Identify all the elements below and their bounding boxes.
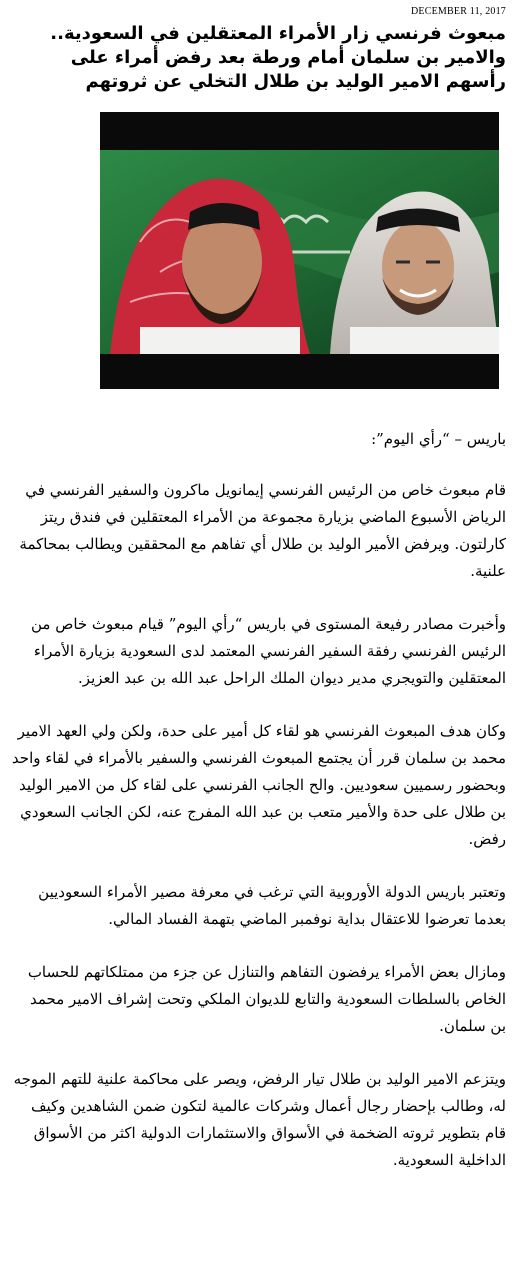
article-headline: مبعوث فرنسي زار الأمراء المعتقلين في السعودية.. والامير بن سلمان أمام ورطة بعد رفض أمراء على رأسهم الامير الوليد بن طلال التخلي عن ثروتهم	[50, 23, 506, 92]
article-body	[10, 426, 506, 1200]
article-date: DECEMBER 11, 2017	[411, 6, 506, 17]
article-photo	[100, 112, 499, 389]
article-paragraph: ويتزعم الامير الوليد بن طلال تيار الرفض، ويصر على محاكمة علنية للتهم الموجه له، وطالب بإحضار رجال أعمال وشركات عالمية لتكون ضمن الشاهدين وكيف قام بتطوير ثروته الضخمة في الأسواق والاستثمارات الدولية اكثر من الأسواق الداخلية السعودية.	[13, 1070, 506, 1169]
article-paragraph: قام مبعوث خاص من الرئيس الفرنسي إيمانويل ماكرون والسفير الفرنسي في الرياض الأسبوع الماضي بزيارة مجموعة من الأمراء المعتقلين في فندق ريتز كارلتون. ويرفض الأمير الوليد بن طلال أي تفاهم مع المحققين ويطالب بمحاكمة علنية.	[19, 481, 506, 580]
article-paragraph: وتعتبر باريس الدولة الأوروبية التي ترغب في معرفة مصير الأمراء السعوديين بعدما تعرضوا للاعتقال بداية نوفمبر الماضي بتهمة الفساد المالي.	[38, 883, 506, 928]
news-photo-icon	[100, 112, 499, 389]
article-byline: باريس – “رأي اليوم”:	[371, 430, 506, 448]
article-paragraph: وكان هدف المبعوث الفرنسي هو لقاء كل أمير على حدة، ولكن ولي العهد الامير محمد بن سلمان قرر أن يجتمع المبعوث الفرنسي والسفير بالأمراء في لقاء واحد وبحضور رسميين سعوديين. والح الجانب الفرنسي على لقاء كل من الامير الوليد بن طلال على حدة والأمير متعب بن عبد الله المفرج عنه، لكن الجانب السعودي رفض.	[11, 722, 506, 848]
article-paragraph: وأخبرت مصادر رفيعة المستوى في باريس “رأي اليوم” قيام مبعوث خاص من الرئيس الفرنسي رفقة السفير الفرنسي المعتمد لدى السعودية بزيارة الأمراء المعتقلين والتويجري مدير ديوان الملك الراحل عبد الله بن عبد العزيز.	[30, 615, 506, 687]
article-paragraph: ومازال بعض الأمراء يرفضون التفاهم والتنازل عن جزء من ممتلكاتهم للحساب الخاص بالسلطات السعودية والتابع للديوان الملكي وتحت إشراف الامير محمد بن سلمان.	[27, 963, 506, 1035]
